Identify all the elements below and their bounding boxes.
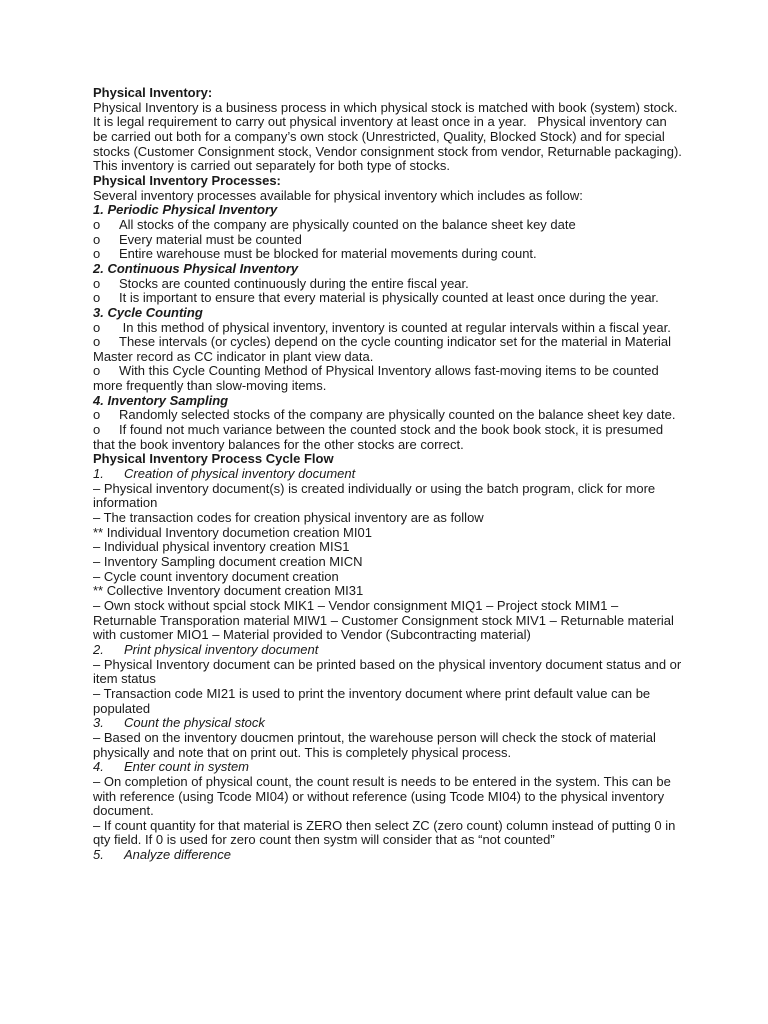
- bullet-mark: o: [93, 407, 101, 423]
- bullet-item: [93, 291, 683, 306]
- step-line: – Physical inventory document(s) is created individually or using the batch program, click for more information: [93, 480, 659, 511]
- step-number: 5.: [93, 847, 104, 863]
- bullet-item: [93, 408, 683, 423]
- step-number: 4.: [93, 759, 104, 775]
- bullet-item: [93, 423, 683, 452]
- bullet-item: [93, 277, 683, 292]
- step-number: 2.: [93, 641, 104, 657]
- bullet-text: Randomly selected stocks of the company are physically counted on the balance sheet key date.: [119, 407, 676, 423]
- bullet-text: Entire warehouse must be blocked for material movements during count.: [119, 246, 537, 262]
- section-title: 3. Cycle Counting: [93, 304, 203, 320]
- step-title-text: Print physical inventory document: [124, 641, 319, 657]
- step-line: – Own stock without spcial stock MIK1 – Vendor consignment MIQ1 – Project stock MIM1 – Returnable Transporation material MIW1 – Customer Consignment stock MIV1 – Returnable material with customer MIO1 – Material provided to Vendor (Subcontracting material): [93, 597, 678, 643]
- step-title: [93, 467, 683, 482]
- bullet-text: All stocks of the company are physically counted on the balance sheet key date: [119, 216, 576, 232]
- step-line: ** Collective Inventory document creation MI31: [93, 583, 364, 599]
- bullet-text: These intervals (or cycles) depend on the cycle counting indicator set for the material in Material Master record as CC indicator in plant view data.: [93, 334, 672, 364]
- section-title: 2. Continuous Physical Inventory: [93, 260, 299, 276]
- bullet-mark: o: [93, 290, 101, 306]
- bullet-mark: o: [93, 363, 101, 379]
- step-title: [93, 716, 683, 731]
- step-title-text: Count the physical stock: [124, 715, 265, 731]
- step-line: – Inventory Sampling document creation MICN: [93, 554, 363, 569]
- step-title-text: Creation of physical inventory document: [124, 466, 356, 482]
- step-line: – Individual physical inventory creation MIS1: [93, 539, 350, 555]
- step-title: [93, 848, 683, 863]
- step-title: [93, 643, 683, 658]
- section-title: 1. Periodic Physical Inventory: [93, 202, 278, 218]
- bullet-mark: o: [93, 422, 101, 438]
- step-line: – Cycle count inventory document creation: [93, 568, 339, 584]
- step-line: – If count quantity for that material is ZERO then select ZC (zero count) column instead of putting 0 in qty field. If 0 is used for zero count then systm will consider that as “not counted”: [93, 817, 680, 848]
- bullet-mark: o: [93, 246, 101, 262]
- section-title: 4. Inventory Sampling: [93, 392, 229, 408]
- bullet-text: It is important to ensure that every material is physically counted at least once during the year.: [119, 290, 659, 306]
- step-line: – The transaction codes for creation physical inventory are as follow: [93, 510, 484, 526]
- bullet-mark: o: [93, 231, 101, 247]
- step-title: [93, 760, 683, 775]
- bullet-text: Every material must be counted: [119, 231, 302, 247]
- step-line: – Transaction code MI21 is used to print the inventory document where print default value can be populated: [93, 685, 654, 716]
- step-title-text: Enter count in system: [124, 759, 249, 775]
- document-heading: Physical Inventory:: [93, 85, 213, 100]
- processes-intro: Several inventory processes available for physical inventory which includes as follow:: [93, 187, 583, 203]
- bullet-item: [93, 233, 683, 248]
- bullet-text: Stocks are counted continuously during the entire fiscal year.: [119, 275, 469, 291]
- step-line: – Based on the inventory doucmen printout, the warehouse person will check the stock of material physically and note that on print out. This is completely physical process.: [93, 729, 660, 760]
- bullet-item: [93, 247, 683, 262]
- step-line: ** Individual Inventory documetion creation MI01: [93, 524, 372, 540]
- step-title-text: Analyze difference: [124, 847, 231, 863]
- bullet-mark: o: [93, 334, 101, 350]
- intro-paragraph: Physical Inventory is a business process in which physical stock is matched with book (system) stock. It is legal requirement to carry out physical inventory at least once in a year. Physical inventory can be carried out both for a company’s own stock (Unrestricted, Quality, Blocked Stock) and for special stocks (Customer Consignment stock, Vendor consignment stock from vendor, Returnable packaging). This inventory is carried out separately for both type of stocks.: [93, 99, 686, 174]
- bullet-mark: o: [93, 216, 101, 232]
- step-line: – On completion of physical count, the count result is needs to be entered in the system. This can be with reference (using Tcode MI04) or without reference (using Tcode MI04) to the physical inventory document.: [93, 773, 675, 819]
- cycle-flow-heading: Physical Inventory Process Cycle Flow: [93, 451, 334, 467]
- bullet-text: If found not much variance between the counted stock and the book book stock, it is presumed that the book inventory balances for the other stocks are correct.: [93, 422, 664, 452]
- bullet-mark: o: [93, 319, 101, 335]
- bullet-item: [93, 321, 683, 336]
- bullet-text: In this method of physical inventory, inventory is counted at regular intervals within a fiscal year.: [119, 319, 671, 335]
- step-line: – Physical Inventory document can be printed based on the physical inventory document status and or item status: [93, 656, 685, 687]
- bullet-mark: o: [93, 275, 101, 291]
- processes-heading: Physical Inventory Processes:: [93, 172, 281, 188]
- bullet-item: [93, 364, 683, 393]
- step-number: 3.: [93, 715, 104, 731]
- bullet-item: [93, 218, 683, 233]
- bullet-item: [93, 335, 683, 364]
- document-page: [93, 85, 686, 863]
- step-number: 1.: [93, 466, 104, 482]
- bullet-text: With this Cycle Counting Method of Physical Inventory allows fast-moving items to be counted more frequently than slow-moving items.: [93, 363, 659, 394]
